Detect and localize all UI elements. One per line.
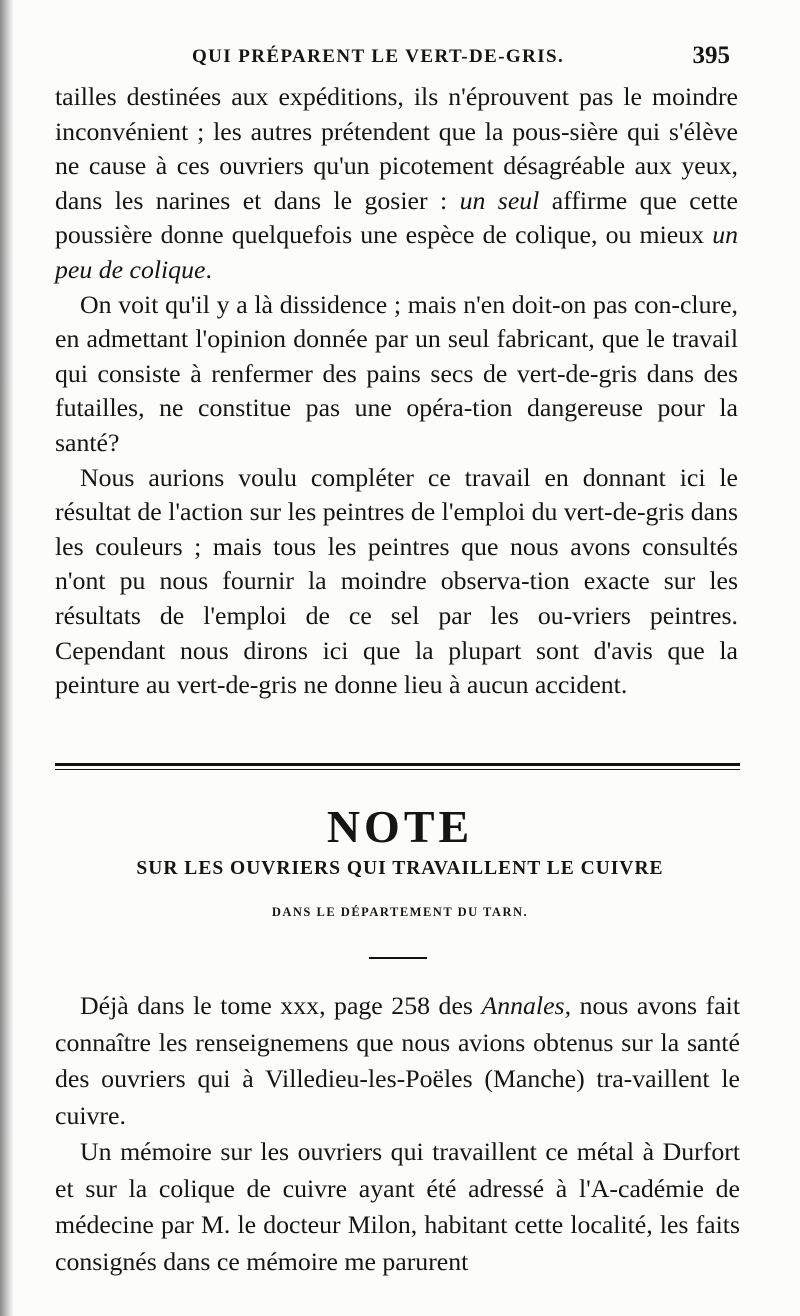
double-rule-divider <box>55 763 740 770</box>
note-paragraph-1-part-a: Déjà dans le tome xxx, page 258 des <box>80 991 482 1020</box>
running-title: QUI PRÉPARENT LE VERT-DE-GRIS. <box>192 46 565 67</box>
paragraph-1-part-a: tailles destinées aux expéditions, ils n'éprouvent pas le moindre inconvénient ; les autres prétendent que la pous-sière qui s'élève ne cause à ces ouvriers qu'un picotement désagréable aux yeux, dans les narines et dans le gosier : <box>55 82 738 215</box>
paragraph-1-part-b: affirme que cette poussière donne quelquefois une espèce de colique, ou mieux <box>55 185 738 250</box>
note-title: NOTE <box>326 801 474 852</box>
note-paragraph-1-italic: Annales, <box>481 991 572 1020</box>
page-header <box>0 40 800 76</box>
paragraph-1-part-c: . <box>205 254 212 284</box>
note-paragraph-2: Un mémoire sur les ouvriers qui travaillent ce métal à Durfort et sur la colique de cuivre ayant été adressé à l'A-cadémie de médecine par M. le docteur Milon, habitant cette localité, les faits consignés dans ce mémoire me parurent <box>55 1137 740 1276</box>
note-text <box>55 988 740 1280</box>
paragraph-1 <box>55 80 738 288</box>
page-edge-shadow <box>0 0 14 1316</box>
page-number: 395 <box>692 42 730 69</box>
note-paragraph-1 <box>55 988 740 1134</box>
body-text <box>55 80 738 703</box>
paragraph-3: Nous aurions voulu compléter ce travail en donnant ici le résultat de l'action sur les peintres de l'emploi du vert-de-gris dans les couleurs ; mais tous les peintres que nous avons consultés n'ont pu nous fournir la moindre observa-tion exacte sur les résultats de l'emploi de ce sel par les ou-vriers peintres. Cependant nous dirons ici que la plupart sont d'avis que la peinture au vert-de-gris ne donne lieu à aucun accident. <box>55 462 738 700</box>
note-subtitle: SUR LES OUVRIERS QUI TRAVAILLENT LE CUIVRE <box>136 858 664 879</box>
note-paragraph-1-part-b: nous avons fait connaître les renseignemens que nous avions obtenus sur la santé des ouvriers qui à Villedieu-les-Poëles (Manche) tra-vaillent le cuivre. <box>55 991 740 1130</box>
note-subtitle-location: DANS LE DÉPARTEMENT DU TARN. <box>271 905 529 919</box>
short-rule-divider <box>369 957 427 959</box>
paragraph-2: On voit qu'il y a là dissidence ; mais n'en doit-on pas con-clure, en admettant l'opinion donnée par un seul fabricant, que le travail qui consiste à renfermer des pains secs de vert-de-gris dans des futailles, ne constitue pas une opéra-tion dangereuse pour la santé? <box>55 289 738 457</box>
paragraph-1-italic-1: un seul <box>459 185 540 215</box>
paragraph-1-italic-2: un peu de colique <box>55 220 738 284</box>
